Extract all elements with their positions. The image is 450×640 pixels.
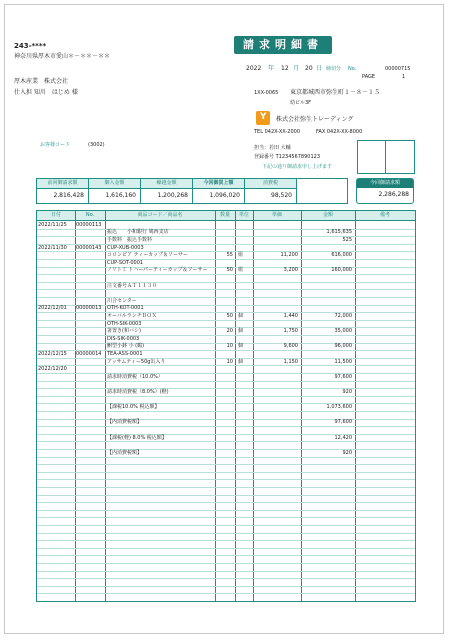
detail-header: 数量 <box>219 212 230 218</box>
detail-cell-name: アッサムティー50g缶入り <box>107 358 166 365</box>
row-divider <box>37 419 415 420</box>
detail-cell-name: OTH-KOT-0001 <box>107 305 144 312</box>
detail-cell-name: 【課税10.0% 税込額】 <box>107 404 160 411</box>
summary-value: 1,096,020 <box>209 192 240 199</box>
detail-cell-unit: 組 <box>238 252 244 259</box>
detail-cell-price: 9,600 <box>283 343 298 350</box>
detail-header: 単価 <box>271 212 282 218</box>
issuer-registration: 登録番号 T1234567890123 <box>254 154 320 160</box>
detail-cell-amount: 616,000 <box>331 252 352 259</box>
detail-table <box>36 210 416 602</box>
row-divider <box>37 396 415 397</box>
row-divider <box>37 540 415 541</box>
detail-cell-amount: 35,000 <box>334 328 352 335</box>
detail-cell-qty: 50 <box>226 267 233 274</box>
summary-value: 1,200,268 <box>157 192 188 199</box>
page-title: 請求明細書 <box>234 36 332 54</box>
row-divider <box>37 479 415 480</box>
row-divider <box>37 586 415 587</box>
seal-box-2 <box>385 140 415 174</box>
row-divider <box>37 434 415 435</box>
detail-cell-name: オーバルランチＢＯＸ <box>107 313 157 319</box>
detail-cell-price: 11,200 <box>280 252 298 259</box>
detail-header-row <box>37 211 415 221</box>
detail-cell-no: 00000143 <box>76 244 102 251</box>
detail-cell-amount: 920 <box>342 449 352 456</box>
summary-table <box>36 178 348 204</box>
detail-cell-no: 00000113 <box>76 221 102 228</box>
detail-cell-name: TEA-ASS-0001 <box>107 351 143 357</box>
summary-header: 今回御買上額 <box>193 179 244 189</box>
detail-cell-amount: 72,000 <box>334 313 352 319</box>
detail-cell-no: 00000014 <box>76 351 102 357</box>
summary-total-value: 2,286,288 <box>378 191 409 198</box>
detail-cell-date: 2022/11/30 <box>38 244 67 251</box>
row-divider <box>37 381 415 382</box>
summary-value: 1,616,160 <box>105 192 136 199</box>
row-divider <box>37 472 415 473</box>
detail-cell-name: 手数料 振込手数料 <box>107 237 153 243</box>
detail-header: 備考 <box>379 212 390 218</box>
detail-cell-qty: 50 <box>226 313 233 319</box>
row-divider <box>37 320 415 321</box>
customer-postal: 243-**** <box>14 42 47 50</box>
detail-cell-amount: 160,000 <box>331 267 352 274</box>
row-divider <box>37 335 415 336</box>
detail-cell-amount: 97,600 <box>334 419 352 426</box>
row-divider <box>37 457 415 458</box>
detail-cell-qty: 10 <box>226 343 233 350</box>
detail-cell-amount: 12,420 <box>334 434 352 441</box>
detail-cell-name: CUP-SOT-0001 <box>107 259 144 266</box>
issuer-company: 株式会社弥生トレーディング <box>276 116 354 123</box>
detail-header: 商品コード／商品名 <box>137 212 183 218</box>
invoice-no: 00000715 <box>385 66 411 72</box>
page-number: 1 <box>402 74 406 80</box>
row-divider <box>37 533 415 534</box>
issuer-address-1: 東京都城西市弥生町１－８－１５ <box>290 89 381 96</box>
row-divider <box>37 388 415 389</box>
detail-cell-name: DIS-SIK-0003 <box>107 335 140 342</box>
detail-cell-qty: 20 <box>226 328 233 335</box>
row-divider <box>37 236 415 237</box>
detail-cell-name: 請求時消費税（8.0%）(軽) <box>107 389 169 395</box>
row-divider <box>37 464 415 465</box>
row-divider <box>37 487 415 488</box>
invoice-note: 下記の通り御請求申し上げます <box>262 164 333 170</box>
summary-header: 前回御請求額 <box>37 179 88 189</box>
detail-cell-price: 3,200 <box>283 267 298 274</box>
summary-header: 今回御請求額 <box>357 179 413 188</box>
issuer-postal: 1XX-0065 <box>254 90 279 96</box>
customer-person: 仕入担 知川 はじめ 様 <box>14 89 78 96</box>
detail-cell-name: 振込 小和銀行 鳩西支店 <box>107 229 169 236</box>
summary-value: 2,816,428 <box>53 192 84 199</box>
detail-cell-amount: 97,600 <box>334 373 352 380</box>
detail-cell-unit: 個 <box>238 313 244 319</box>
row-divider <box>37 555 415 556</box>
detail-header: No. <box>85 212 95 218</box>
row-divider <box>37 426 415 427</box>
detail-header: 単位 <box>238 212 249 218</box>
row-divider <box>37 289 415 290</box>
issuer-contact: 担当：若田 大輔 <box>254 145 291 151</box>
detail-header: 日付 <box>50 212 61 218</box>
detail-cell-unit: 組 <box>238 267 244 274</box>
row-divider <box>37 510 415 511</box>
detail-cell-price: 1,440 <box>283 313 298 319</box>
row-divider <box>37 517 415 518</box>
detail-cell-unit: 個 <box>238 328 244 335</box>
date-year: 2022 <box>246 65 262 72</box>
detail-cell-unit: 個 <box>238 343 244 350</box>
detail-cell-amount: 525 <box>342 237 352 243</box>
detail-cell-name: CUP-XUB-0003 <box>107 244 144 251</box>
row-divider <box>37 563 415 564</box>
detail-cell-name: 請求時消費税（10.0%） <box>107 373 163 380</box>
customer-address: 神奈川県厚木市愛山＊－＊＊－＊＊ <box>14 53 111 60</box>
detail-cell-qty: 10 <box>226 358 233 365</box>
row-divider <box>37 502 415 503</box>
detail-cell-name: 川合センター <box>107 297 137 304</box>
summary-header: 御入金額 <box>89 179 140 189</box>
row-divider <box>37 411 415 412</box>
detail-cell-name: 【課税(軽) 8.0% 税込額】 <box>107 434 167 441</box>
row-divider <box>37 403 415 404</box>
detail-header: 金額 <box>322 212 333 218</box>
date-month: 12 <box>281 65 289 72</box>
row-divider <box>37 259 415 260</box>
issuer-address-2: 幼ビル3F <box>290 100 312 106</box>
summary-total-box <box>356 178 414 204</box>
row-divider <box>37 297 415 298</box>
detail-cell-date: 2022/12/15 <box>38 351 67 357</box>
date-month-label: 月 <box>293 65 300 72</box>
detail-cell-name: 箸置き(和バシ) <box>107 328 141 335</box>
column-divider <box>355 211 356 601</box>
detail-cell-unit: 個 <box>238 358 244 365</box>
detail-cell-date: 2022/12/20 <box>38 366 67 373</box>
summary-header: 消費税 <box>245 179 296 189</box>
invoice-no-label: No. <box>348 66 357 72</box>
detail-cell-price: 1,150 <box>283 358 298 365</box>
row-divider <box>37 441 415 442</box>
detail-cell-name: コロンビア ティーカップ＆ソーサー <box>107 252 189 259</box>
column-divider <box>75 211 76 601</box>
detail-cell-name: 鮒型小鉢 小 (鶴) <box>107 343 145 350</box>
customer-code-label: お客様コード <box>40 142 71 148</box>
seal-box-1 <box>357 140 387 174</box>
page-label: PAGE <box>362 74 376 80</box>
company-logo-icon: Y <box>256 111 270 125</box>
detail-cell-date: 2022/12/01 <box>38 305 67 312</box>
detail-cell-name: 注文番号ＡＴ１１３０ <box>107 282 158 289</box>
row-divider <box>37 593 415 594</box>
detail-cell-amount: 1,615,635 <box>326 229 352 236</box>
date-year-label: 年 <box>268 65 275 72</box>
row-divider <box>37 449 415 450</box>
issuer-tel: TEL 042X-XX-2000 <box>254 129 300 135</box>
detail-cell-price: 1,750 <box>283 328 298 335</box>
detail-cell-name: 【内消費税額】 <box>107 419 143 426</box>
row-divider <box>37 373 415 374</box>
row-divider <box>37 495 415 496</box>
column-divider <box>105 211 106 601</box>
detail-cell-no: 00000013 <box>76 305 102 312</box>
column-divider <box>235 211 236 601</box>
detail-cell-date: 2022/11/25 <box>38 221 67 228</box>
row-divider <box>37 578 415 579</box>
customer-company: 厚木産業 株式会社 <box>14 78 69 85</box>
summary-header: 繰越金額 <box>141 179 192 189</box>
detail-cell-name: ノリトミ トハーパーティーカップ＆ソーサー <box>107 267 208 274</box>
summary-value: 98,520 <box>271 192 292 199</box>
detail-cell-amount: 96,000 <box>334 343 352 350</box>
date-day-label: 日 <box>316 65 323 72</box>
detail-cell-qty: 55 <box>226 252 233 259</box>
row-divider <box>37 525 415 526</box>
detail-cell-name: OTH-SIK-0003 <box>107 320 142 327</box>
detail-cell-amount: 1,073,600 <box>326 404 352 411</box>
detail-cell-amount: 920 <box>342 389 352 395</box>
customer-code: (3002) <box>88 142 105 148</box>
closing-label: 締切分 <box>326 66 342 72</box>
row-divider <box>37 571 415 572</box>
row-divider <box>37 282 415 283</box>
row-divider <box>37 274 415 275</box>
row-divider <box>37 548 415 549</box>
row-divider <box>37 229 415 230</box>
row-divider <box>37 365 415 366</box>
detail-cell-amount: 11,500 <box>334 358 352 365</box>
issuer-fax: FAX 042X-XX-8000 <box>316 129 363 135</box>
detail-cell-name: 【内消費税額】 <box>107 449 143 456</box>
date-day: 20 <box>305 65 313 72</box>
